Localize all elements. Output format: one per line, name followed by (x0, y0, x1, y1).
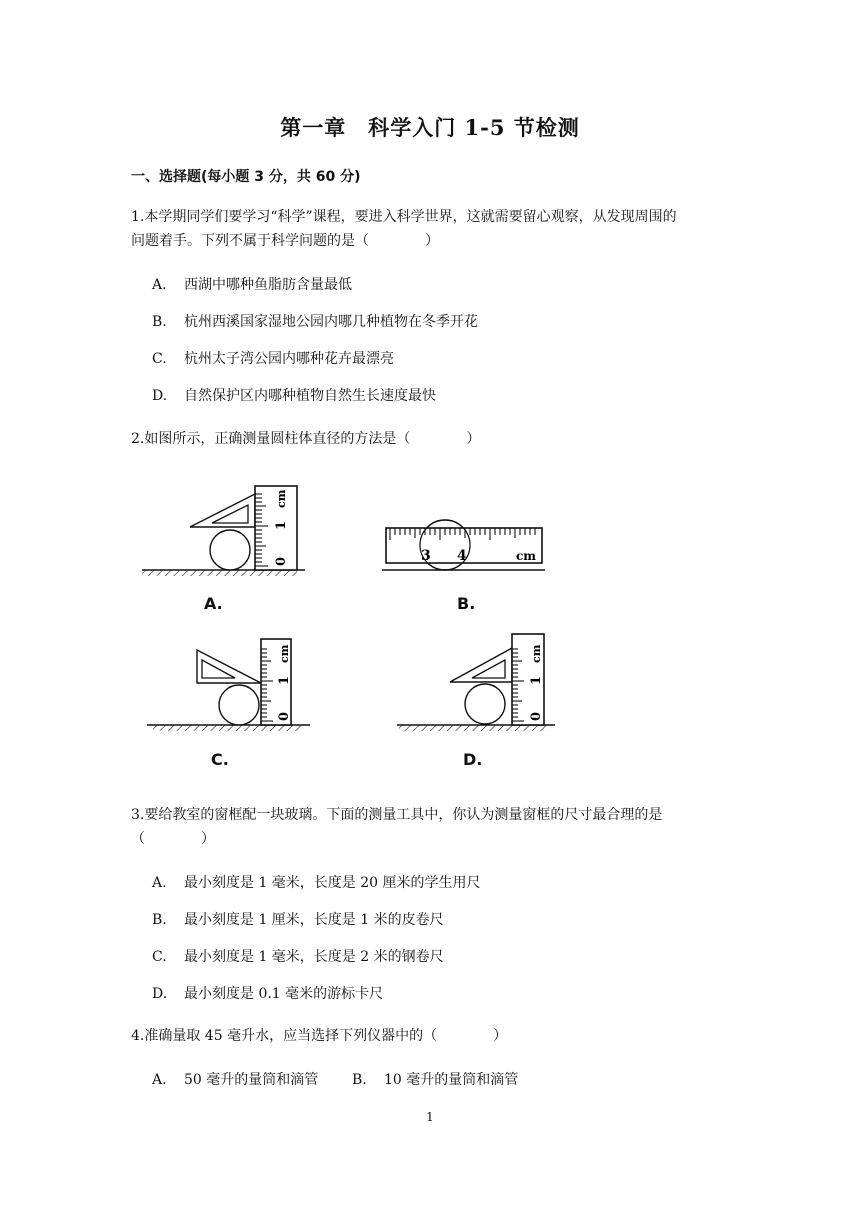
question-1-option-a: A. 西湖中哪种鱼脂肪含量最低 (152, 277, 352, 293)
figure-c-tick-1: 1 (277, 675, 292, 685)
figure-d-tick-0: 0 (529, 711, 544, 721)
figure-c-drawing (145, 635, 315, 775)
page-title: 第一章 科学入门 1-5 节检测 (280, 115, 580, 140)
question-4-option-b: B. 10 毫升的量筒和滴管 (352, 1072, 519, 1088)
question-3-option-b: B. 最小刻度是 1 厘米，长度是 1 米的皮卷尺 (152, 912, 444, 928)
question-1-option-d: D. 自然保护区内哪种植物自然生长速度最快 (152, 388, 436, 404)
question-1-line2: 问题着手。下列不属于科学问题的是（ ） (131, 233, 439, 249)
figure-d-tick-1: 1 (529, 675, 544, 685)
figure-d-label: D. (463, 750, 483, 769)
figure-a-drawing (140, 482, 310, 622)
question-3-line2: （ ） (131, 831, 215, 847)
question-1-option-c: C. 杭州太子湾公园内哪种花卉最漂亮 (152, 351, 394, 367)
question-4-option-a: A. 50 毫升的量筒和滴管 (152, 1072, 319, 1088)
figure-a-tick-0: 0 (274, 556, 289, 566)
question-2-text: 2.如图所示，正确测量圆柱体直径的方法是（ ） (131, 431, 481, 447)
question-1-line1: 1.本学期同学们要学习“科学”课程，要进入科学世界，这就需要留心观察，从发现周围的 (131, 209, 677, 225)
page-number: 1 (426, 1110, 434, 1124)
figure-d-unit: cm (530, 644, 543, 663)
figure-c-tick-0: 0 (277, 711, 292, 721)
figure-c-label: C. (211, 750, 229, 769)
figure-b-tick-3: 3 (421, 548, 431, 564)
figure-a (140, 482, 310, 622)
section-heading: 一、选择题(每小题 3 分，共 60 分) (131, 169, 361, 185)
question-1-option-b: B. 杭州西溪国家湿地公园内哪几种植物在冬季开花 (152, 314, 478, 330)
question-3-option-d: D. 最小刻度是 0.1 毫米的游标卡尺 (152, 986, 384, 1002)
figure-b-tick-4: 4 (457, 548, 467, 564)
figure-a-unit: cm (275, 489, 288, 508)
figure-b (380, 482, 550, 622)
question-4-text: 4.准确量取 45 毫升水，应当选择下列仪器中的（ ） (131, 1028, 508, 1044)
figure-b-label: B. (457, 594, 476, 613)
figure-c-unit: cm (278, 644, 291, 663)
figure-a-label: A. (204, 594, 223, 613)
figure-a-tick-1: 1 (274, 520, 289, 530)
question-3-line1: 3.要给教室的窗框配一块玻璃。下面的测量工具中，你认为测量窗框的尺寸最合理的是 (131, 807, 663, 823)
question-3-option-a: A. 最小刻度是 1 毫米，长度是 20 厘米的学生用尺 (152, 875, 481, 891)
figure-d (395, 630, 565, 775)
figure-c (145, 635, 315, 775)
question-3-option-c: C. 最小刻度是 1 毫米，长度是 2 米的钢卷尺 (152, 949, 444, 965)
figure-b-unit: cm (516, 549, 537, 563)
